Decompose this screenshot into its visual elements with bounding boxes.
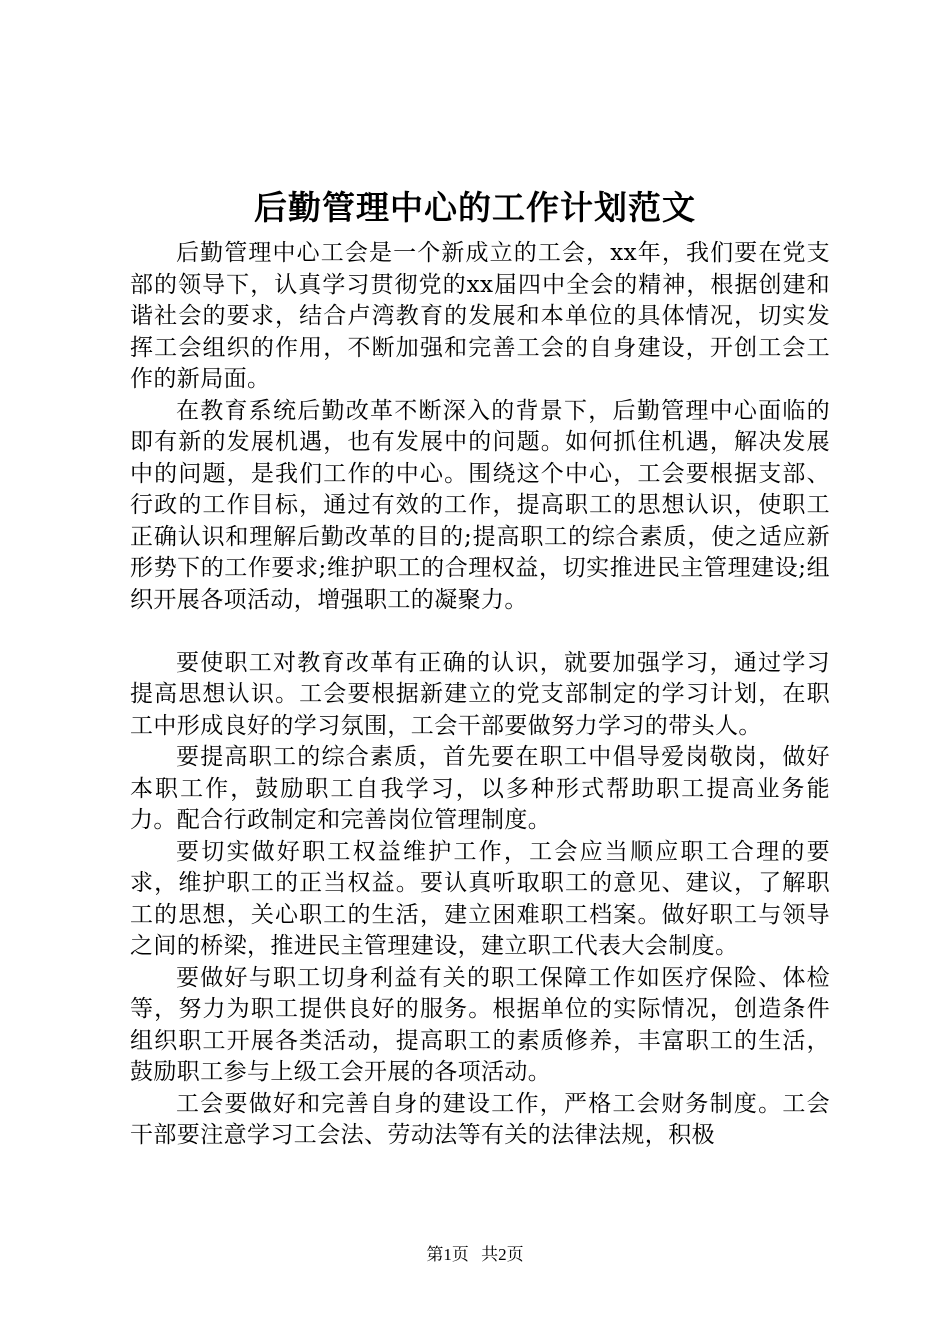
page-footer (0, 1244, 950, 1266)
document-body (130, 238, 830, 1152)
document-title: 后勤管理中心的工作计划范文 (254, 188, 696, 227)
paragraph-background: 在教育系统后勤改革不断深入的背景下，后勤管理中心面临的即有新的发展机遇，也有发展中的问题。如何抓住机遇，解决发展中的问题，是我们工作的中心。围绕这个中心，工会要根据支部、行政的工作目标，通过有效的工作，提高职工的思想认识，使职工正确认识和理解后勤改革的目的;提高职工的综合素质，使之适应新形势下的工作要求;维护职工的合理权益，切实推进民主管理建设;组织开展各项活动，增强职工的凝聚力。 (130, 397, 830, 613)
paragraph-quality: 要提高职工的综合素质，首先要在职工中倡导爱岗敬岗，做好本职工作，鼓励职工自我学习，以多种形式帮助职工提高业务能力。配合行政制定和完善岗位管理制度。 (130, 744, 830, 833)
paragraph-study: 要使职工对教育改革有正确的认识，就要加强学习，通过学习提高思想认识。工会要根据新建立的党支部制定的学习计划，在职工中形成良好的学习氛围，工会干部要做努力学习的带头人。 (130, 649, 830, 739)
paragraph-self-building: 工会要做好和完善自身的建设工作，严格工会财务制度。工会干部要注意学习工会法、劳动法等有关的法律法规，积极 (130, 1090, 830, 1148)
paragraph-intro: 后勤管理中心工会是一个新成立的工会，xx年，我们要在党支部的领导下，认真学习贯彻党的xx届四中全会的精神，根据创建和谐社会的要求，结合卢湾教育的发展和本单位的具体情况，切实发挥工会组织的作用，不断加强和完善工会的自身建设，开创工会工作的新局面。 (130, 240, 830, 392)
page-total: 共2页 (481, 1245, 524, 1264)
paragraph-rights: 要切实做好职工权益维护工作，工会应当顺应职工合理的要求，维护职工的正当权益。要认真听取职工的意见、建议，了解职工的思想，关心职工的生活，建立困难职工档案。做好职工与领导之间的桥梁，推进民主管理建设，建立职工代表大会制度。 (130, 838, 830, 959)
page-number: 第1页 (426, 1245, 469, 1264)
paragraph-welfare: 要做好与职工切身利益有关的职工保障工作如医疗保险、体检等，努力为职工提供良好的服务。根据单位的实际情况，创造条件组织职工开展各类活动，提高职工的素质修养，丰富职工的生活，鼓励职工参与上级工会开展的各项活动。 (130, 964, 830, 1085)
